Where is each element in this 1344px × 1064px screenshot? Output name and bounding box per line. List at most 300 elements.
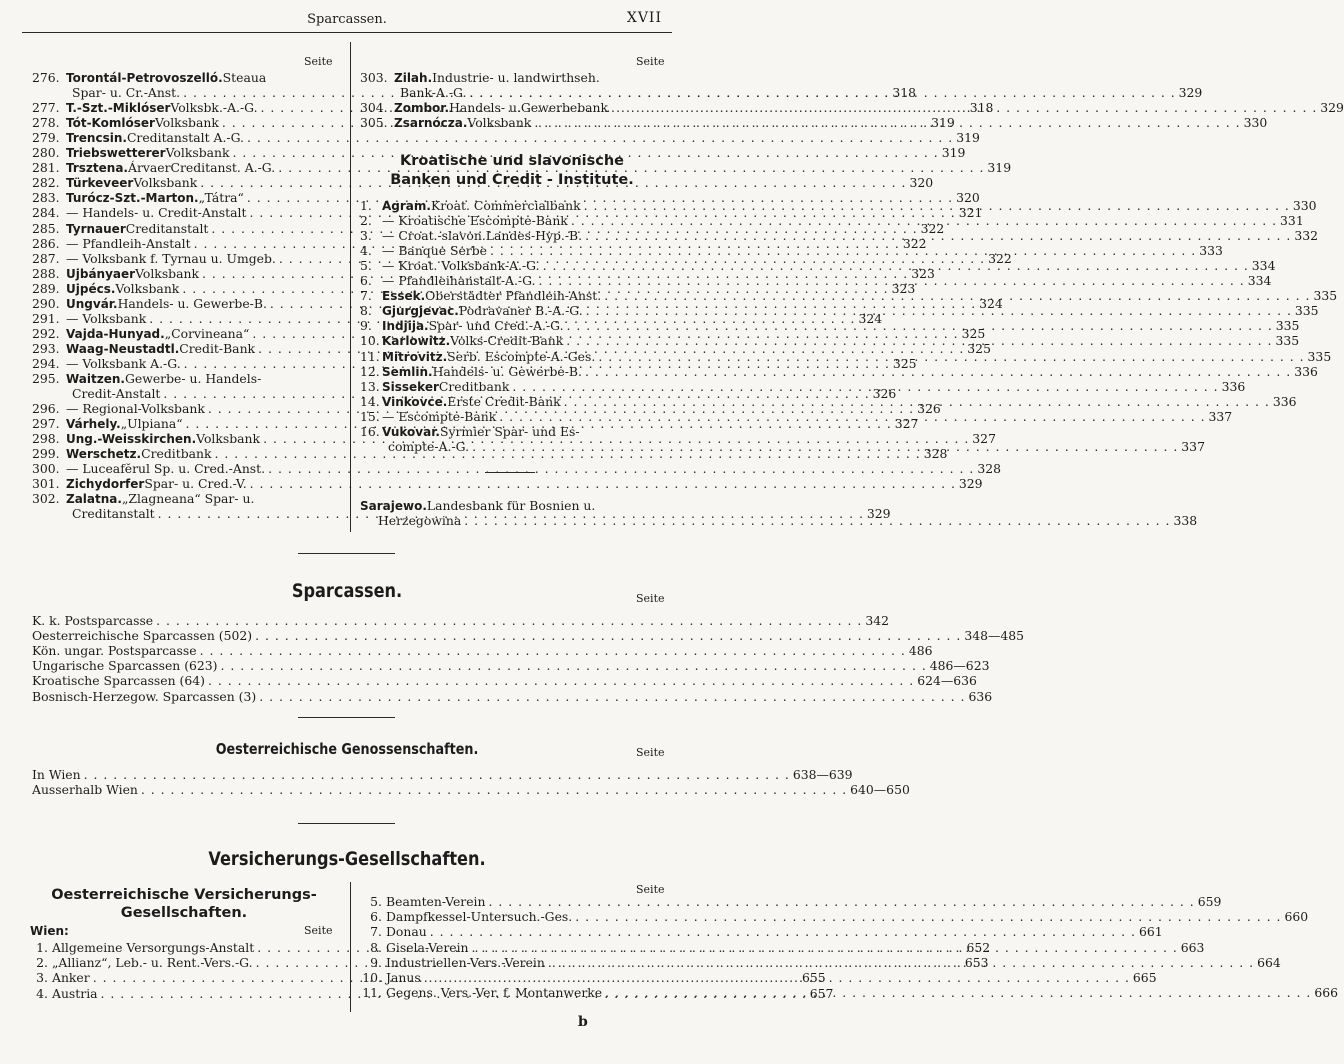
list-entry xyxy=(358,909,1309,925)
entry-text: — Volksbank A.-G. xyxy=(66,355,181,371)
leader-dots xyxy=(268,461,974,476)
entry-number: 293. xyxy=(32,340,60,356)
entry-text: Ausserhalb Wien xyxy=(32,782,138,798)
leader-dots xyxy=(548,955,1254,970)
entry-page: 666 xyxy=(1314,985,1339,1001)
leader-dots xyxy=(472,439,1178,454)
leader-dots xyxy=(571,213,1277,228)
entry-text: — Banque Serbe xyxy=(382,243,487,259)
entry-page: 655 xyxy=(801,970,826,986)
entry-page: 320 xyxy=(956,190,980,206)
entry-page: 329 xyxy=(1178,85,1203,101)
entry-number: 302. xyxy=(32,491,60,507)
entry-text: Allgemeine Versorgungs-Anstalt xyxy=(52,940,255,955)
entry-page: 638—639 xyxy=(792,767,853,782)
entry-number: 8. xyxy=(370,939,382,955)
seite-label-left: Seite xyxy=(304,55,333,68)
entry-number: 8. xyxy=(360,303,372,319)
entry-name: Semlin. xyxy=(382,364,433,379)
entry-text: Kroatische Sparcassen (64) xyxy=(32,673,205,689)
entry-text: Kön. ungar. Postsparcasse xyxy=(32,643,197,659)
leader-dots xyxy=(543,258,1249,273)
entry-text: Erste Credit-Bank xyxy=(447,393,561,409)
wien-label: Wien: xyxy=(30,924,69,938)
entry-page: 652 xyxy=(966,940,991,955)
section-rule-1 xyxy=(298,553,395,554)
entry-page: 636 xyxy=(968,688,993,704)
entry-number: 304. xyxy=(360,100,388,116)
leader-dots xyxy=(538,273,1244,288)
page-number-roman: XVII xyxy=(626,10,662,26)
versicherung-heading: Versicherungs-Gesellschaften. xyxy=(208,848,486,870)
entry-number: 305. xyxy=(360,115,388,131)
sarajewo-page: 338 xyxy=(1173,513,1198,528)
entry-page: 335 xyxy=(1294,303,1319,319)
entry-number: 10. xyxy=(362,970,382,985)
entry-text: In Wien xyxy=(32,767,81,782)
list-entry xyxy=(32,782,910,798)
entry-text: Gewerbe- u. Handels- xyxy=(124,371,262,386)
entry-number: 13. xyxy=(360,378,380,394)
entry-page: 657 xyxy=(809,985,834,1001)
leader-dots xyxy=(472,940,1178,955)
entry-text: Handels- u. Gewerbe-B. xyxy=(117,295,267,311)
index-entry xyxy=(32,491,334,506)
entry-number: 16. xyxy=(360,423,380,439)
leader-dots xyxy=(611,100,1317,115)
entry-page: 322 xyxy=(902,235,927,251)
entry-text: — Regional-Volksbank xyxy=(66,401,205,417)
entry-text: Serb. Escompte-A.-Ges. xyxy=(447,348,596,364)
seite-label-vers-right: Seite xyxy=(636,883,665,896)
entry-text: Creditbank xyxy=(438,378,510,394)
sarajewo-text: Landesbank für Bosnien u. xyxy=(426,498,596,513)
entry-text: Volks-Credit-Bank xyxy=(450,333,564,349)
leader-dots xyxy=(247,130,953,145)
entry-page: 333 xyxy=(1199,243,1223,259)
entry-text: Syrmier Spar- und Es- xyxy=(440,423,580,439)
entry-number: 295. xyxy=(32,371,60,386)
entry-page: 329 xyxy=(866,506,891,522)
entry-number: 3. xyxy=(360,228,372,244)
entry-name: Tyrnauer xyxy=(66,221,126,236)
entry-page: 664 xyxy=(1257,954,1281,970)
entry-page: 337 xyxy=(1208,408,1233,424)
leader-dots xyxy=(255,628,961,643)
entry-page: 320 xyxy=(909,175,934,191)
list-entry xyxy=(358,894,1222,909)
entry-name: Sisseker xyxy=(382,379,439,394)
entry-page: 318 xyxy=(969,100,994,116)
sarajewo-cont-text: Herzegowina xyxy=(378,513,462,528)
entry-name: Várhely. xyxy=(66,417,121,432)
entry-number: 6. xyxy=(370,909,382,925)
entry-text: Volksbk.-A.-G. xyxy=(170,100,258,116)
entry-page: 348—485 xyxy=(964,628,1025,644)
entry-page: 322 xyxy=(920,220,945,236)
leader-dots xyxy=(259,689,965,704)
leader-dots xyxy=(469,85,1175,100)
entry-text: — Pfandleihanstalt-A.-G. xyxy=(382,273,536,289)
entry-text: — Kroat. Volksbank-A.-G. xyxy=(382,258,540,274)
entry-number: 299. xyxy=(32,446,60,462)
entry-text: Volksbank xyxy=(135,265,199,281)
entry-text: „Corvineana“ xyxy=(164,325,250,341)
entry-text: Industriellen-Vers.-Verein xyxy=(386,954,545,970)
entry-name: Karlowitz. xyxy=(382,334,451,349)
entry-number: 12. xyxy=(360,363,380,379)
index-entry xyxy=(32,130,980,146)
entry-page: 325 xyxy=(961,325,986,341)
entry-page: 665 xyxy=(1132,970,1157,985)
leader-dots xyxy=(512,379,1218,394)
header-rule xyxy=(22,32,672,33)
entry-text: — Volksbank xyxy=(66,310,147,326)
entry-number: 280. xyxy=(32,145,60,161)
entry-text: „Allianz“, Leb.- u. Rent.-Vers.-G. xyxy=(52,955,253,971)
entry-page: 326 xyxy=(872,386,897,402)
entry-number: 9. xyxy=(370,954,382,970)
entry-page: 640—650 xyxy=(850,782,910,798)
entry-page: 334 xyxy=(1251,258,1276,274)
entry-name: Vukovar. xyxy=(382,424,440,439)
entry-number: 5. xyxy=(370,894,382,909)
entry-page: 335 xyxy=(1313,288,1338,304)
leader-dots xyxy=(141,782,847,797)
seite-label-genossenschaften: Seite xyxy=(636,746,665,759)
leader-dots xyxy=(584,198,1290,213)
entry-number: 298. xyxy=(32,431,60,447)
entry-page: 330 xyxy=(1292,198,1317,213)
entry-name: Werschetz. xyxy=(66,447,142,462)
entry-number: 289. xyxy=(32,280,60,296)
entry-number: 282. xyxy=(32,175,60,191)
entry-number: 284. xyxy=(32,205,60,221)
entry-name: Ujbányaer xyxy=(66,266,136,281)
entry-number: 4. xyxy=(360,243,372,259)
entry-page: 327 xyxy=(894,416,919,432)
entry-text: Credit-Bank xyxy=(179,340,256,356)
leader-dots xyxy=(605,985,1311,1000)
entry-text: — Volksbank f. Tyrnau u. Umgeb. xyxy=(66,250,276,266)
sparcassen-heading: Sparcassen. xyxy=(291,580,403,602)
sarajewo-name: Sarajewo. xyxy=(360,499,427,513)
entry-name: Tót-Komlóser xyxy=(66,116,155,131)
entry-page: 325 xyxy=(967,340,991,356)
entry-number: 4. xyxy=(36,985,48,1001)
entry-text: Steaua xyxy=(222,70,267,85)
entry-name: Indjija. xyxy=(382,319,429,334)
entry-number: 11. xyxy=(362,985,382,1001)
leader-dots xyxy=(84,767,790,782)
list-entry xyxy=(32,688,993,704)
entry-page: 335 xyxy=(1275,333,1300,349)
leader-dots xyxy=(200,643,906,658)
entry-name: Waitzen. xyxy=(66,372,125,386)
entry-number: 281. xyxy=(32,160,60,176)
entry-number: 10. xyxy=(360,333,380,349)
entry-page: 342 xyxy=(865,613,890,628)
entry-page: 319 xyxy=(941,145,966,161)
entry-name: Zichydorfer xyxy=(66,477,145,492)
croatian-heading-line2: Banken und Credit - Institute. xyxy=(390,172,634,188)
index-entry xyxy=(32,371,334,386)
entry-text: Oesterreichische Sparcassen (502) xyxy=(32,628,253,644)
entry-page: 323 xyxy=(911,265,935,281)
entry-text: Industrie- u. landwirthseh. xyxy=(432,70,600,85)
entry-name: Türkeveer xyxy=(66,176,134,191)
leader-dots xyxy=(586,303,1292,318)
versicherung-subheading-line2: Gesellschaften. xyxy=(120,905,248,921)
entry-text: Anker xyxy=(52,970,90,986)
entry-number: 296. xyxy=(32,401,60,417)
entry-page: 336 xyxy=(1272,393,1297,409)
croatian-short-rule xyxy=(485,472,535,473)
entry-number: 7. xyxy=(370,924,382,940)
entry-number: 277. xyxy=(32,100,60,116)
entry-name: Vinkovce. xyxy=(382,394,448,409)
entry-number: 5. xyxy=(360,258,372,274)
leader-dots xyxy=(575,909,1281,924)
entry-text: Gegens. Vers.-Ver. f. Montanwerke xyxy=(386,985,603,1001)
entry-text: „Ulpiana“ xyxy=(120,416,183,432)
leader-dots xyxy=(566,333,1272,348)
entry-number: 15. xyxy=(360,408,380,424)
leader-dots xyxy=(221,658,927,673)
entry-number: 6. xyxy=(360,273,372,289)
entry-page: 323 xyxy=(891,280,916,296)
index-entry xyxy=(360,424,664,439)
entry-page: 329 xyxy=(958,476,983,492)
entry-text: Handels- u. Gewerbe-B. xyxy=(432,363,582,379)
entry-number: 1. xyxy=(36,940,48,955)
entry-page: 335 xyxy=(1307,348,1332,364)
entry-text: Podravaner B.-A.-G. xyxy=(458,303,583,319)
entry-text: Creditbank xyxy=(141,446,212,462)
entry-text: — Handels- u. Credit-Anstalt xyxy=(66,205,247,221)
entry-text: Beamten-Verein xyxy=(386,894,486,909)
section-rule-2 xyxy=(298,717,395,718)
entry-name: Zilah. xyxy=(394,71,433,85)
leader-dots xyxy=(424,970,1130,985)
entry-number: 11. xyxy=(360,348,380,364)
versicherung-subheading-line1: Oesterreichische Versicherungs- xyxy=(51,887,317,903)
entry-name: Gjurgjevac. xyxy=(382,304,459,319)
entry-number: 286. xyxy=(32,235,60,251)
entry-number: 7. xyxy=(360,288,372,304)
running-header-title: Sparcassen. xyxy=(307,12,387,27)
list-entry xyxy=(32,613,890,628)
entry-number: 287. xyxy=(32,250,60,266)
entry-page: 327 xyxy=(972,431,996,447)
entry-text: Janus xyxy=(386,970,421,985)
leader-dots xyxy=(250,476,956,491)
entry-name: Waag-Neustadtl. xyxy=(66,341,180,356)
entry-number: 3. xyxy=(36,970,48,986)
entry-page: 661 xyxy=(1138,924,1163,940)
entry-page: 659 xyxy=(1197,894,1222,909)
entry-text: Volksbank xyxy=(154,115,219,131)
entry-text: Volksbank xyxy=(196,431,261,447)
entry-page: 663 xyxy=(1180,939,1205,955)
entry-text: Bosnisch-Herzegow. Sparcassen (3) xyxy=(32,688,257,704)
entry-number: 288. xyxy=(32,265,60,281)
entry-name: Agram. xyxy=(382,199,431,213)
leader-dots xyxy=(499,409,1205,424)
entry-name: Mitrovitz. xyxy=(382,349,448,364)
entry-name: Trencsin. xyxy=(66,131,127,146)
entry-page: 324 xyxy=(858,310,883,326)
entry-text: Donau xyxy=(386,924,427,940)
entry-cont-text: Spar- u. Cr.-Anst. xyxy=(72,85,181,101)
entry-number: 301. xyxy=(32,476,60,492)
leader-dots xyxy=(585,364,1291,379)
entry-name: T.-Szt.-Miklóser xyxy=(66,101,171,116)
entry-page: 319 xyxy=(956,130,980,146)
sarajewo-entry xyxy=(360,498,664,513)
entry-text: K. k. Postsparcasse xyxy=(32,613,154,628)
entry-name: Zsarnócza. xyxy=(394,116,468,131)
entry-text: Oberstädter Pfandleih-Anst. xyxy=(425,288,602,304)
seite-label-vers-left: Seite xyxy=(304,924,333,937)
list-entry xyxy=(358,924,1163,940)
entry-page: 321 xyxy=(958,205,983,221)
entry-page: 324 xyxy=(979,295,1003,311)
entry-text: Spar- und Cred.-A.-G. xyxy=(428,318,564,334)
entry-text: Gisela-Verein xyxy=(386,939,469,955)
entry-page: 328 xyxy=(923,446,948,462)
entry-text: — Pfandleih-Anstalt xyxy=(66,235,191,251)
entry-text: Kroat. Commercialbank xyxy=(430,198,581,213)
croatian-heading xyxy=(360,152,664,190)
seite-label-right: Seite xyxy=(636,55,665,68)
entry-number: 297. xyxy=(32,416,60,432)
entry-name: Ung.-Weisskirchen. xyxy=(66,432,197,447)
entry-text: Dampfkessel-Untersuch.-Ges. xyxy=(386,909,573,925)
leader-dots xyxy=(564,394,1270,409)
entry-number: 2. xyxy=(36,955,48,971)
leader-dots xyxy=(534,115,1240,130)
entry-number: 1. xyxy=(360,198,372,213)
entry-page: 328 xyxy=(977,461,1001,477)
entry-name: Zalatna. xyxy=(66,492,122,507)
leader-dots xyxy=(208,673,914,688)
entry-name: Ujpécs. xyxy=(66,281,116,296)
index-entry xyxy=(360,70,664,85)
entry-page: 331 xyxy=(1280,213,1304,229)
genossenschaften-heading: Oesterreichische Genossenschaften. xyxy=(215,740,479,758)
entry-number: 294. xyxy=(32,355,60,371)
entry-name: Vajda-Hunyad. xyxy=(66,326,165,341)
entry-number: 290. xyxy=(32,295,60,311)
leader-dots xyxy=(585,228,1291,243)
entry-text: — Luceafĕrul Sp. u. Cred.-Anst. xyxy=(66,461,266,477)
entry-page: 335 xyxy=(1275,318,1300,334)
entry-page: 486 xyxy=(908,643,933,659)
entry-number: 279. xyxy=(32,130,60,146)
entry-page: 337 xyxy=(1181,438,1205,454)
entry-name: Torontál-Petrovoszelló. xyxy=(66,71,223,85)
entry-name: Essek. xyxy=(382,289,426,304)
entry-cont-text: compte-A.-G. xyxy=(388,438,470,454)
versicherung-subheading xyxy=(26,886,342,922)
entry-text: „Zlagneana“ Spar- u. xyxy=(121,491,255,507)
leader-dots xyxy=(604,288,1310,303)
entry-cont-text: Creditanstalt xyxy=(72,506,155,522)
entry-name: Trsztena. xyxy=(66,161,128,176)
entry-number: 9. xyxy=(360,318,372,334)
croatian-heading-line1: Kroatische und slavonische xyxy=(399,153,624,169)
entry-text: — Kroatische Escompte-Bank xyxy=(382,213,568,229)
entry-number: 276. xyxy=(32,70,60,85)
entry-text: „Tátra“ xyxy=(198,190,244,206)
entry-page: 322 xyxy=(988,250,1012,266)
entry-text: Volksbank xyxy=(165,145,230,161)
entry-page: 336 xyxy=(1221,378,1246,394)
entry-text: Creditanstalt xyxy=(125,220,209,236)
index-entry xyxy=(32,461,1001,477)
entry-cont-text: Bank-A.-G. xyxy=(400,85,467,101)
seite-label-sparcassen: Seite xyxy=(636,592,665,605)
entry-number: 291. xyxy=(32,310,60,326)
entry-number: 283. xyxy=(32,190,60,206)
entry-page: 653 xyxy=(964,955,989,971)
entry-page: 332 xyxy=(1294,228,1318,244)
index-entry xyxy=(32,476,983,492)
leader-dots xyxy=(567,318,1273,333)
entry-number: 278. xyxy=(32,115,60,131)
entry-page: 334 xyxy=(1247,273,1272,289)
entry-page: 486—623 xyxy=(929,658,990,674)
entry-name: Ungvár. xyxy=(66,296,118,311)
entry-page: 330 xyxy=(1243,115,1268,131)
entry-text: Spar- u. Cred.-V. xyxy=(144,476,247,492)
entry-number: 2. xyxy=(360,213,372,229)
leader-dots xyxy=(156,613,862,628)
entry-text: Volksbank xyxy=(467,115,532,131)
entry-name: Zombor. xyxy=(394,101,450,116)
entry-text: Austria xyxy=(52,985,98,1001)
entry-page: 319 xyxy=(987,160,1012,176)
entry-cont-text: Credit-Anstalt xyxy=(72,386,161,402)
leader-dots xyxy=(598,349,1304,364)
entry-number: 303. xyxy=(360,70,388,85)
leader-dots xyxy=(430,924,1136,939)
entry-number: 14. xyxy=(360,393,380,409)
index-entry xyxy=(32,70,334,85)
entry-number: 292. xyxy=(32,325,60,341)
entry-number: 285. xyxy=(32,220,60,236)
entry-text: Creditanstalt A.-G. xyxy=(126,130,244,146)
list-entry xyxy=(32,673,977,689)
entry-page: 318 xyxy=(892,85,916,101)
entry-page: 660 xyxy=(1284,909,1309,925)
list-entry xyxy=(32,643,933,659)
entry-page: 624—636 xyxy=(917,673,977,689)
entry-text: Ungarische Sparcassen (623) xyxy=(32,658,218,674)
entry-text: ÁrvaerCreditanst. A.-G. xyxy=(128,160,276,176)
entry-page: 336 xyxy=(1294,363,1318,379)
entry-name: Turócz-Szt.-Marton. xyxy=(66,191,199,206)
entry-page: 319 xyxy=(931,115,955,131)
entry-text: Handels- u.Gewerbebank xyxy=(449,100,609,116)
leader-dots xyxy=(490,243,1196,258)
signature-mark: b xyxy=(578,1014,588,1030)
entry-page: 326 xyxy=(917,401,941,417)
entry-number: 300. xyxy=(32,461,60,477)
list-entry xyxy=(32,767,853,782)
entry-text: — Croat.-slavon.Landes-Hyp.-B. xyxy=(382,228,583,244)
